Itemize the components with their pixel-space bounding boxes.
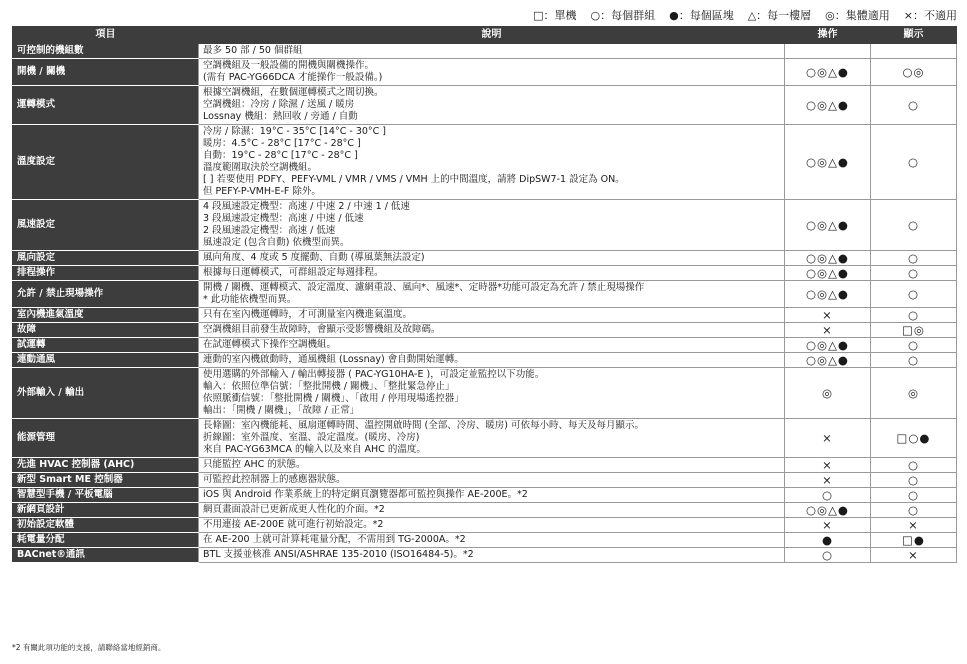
header-display: 顯示 <box>871 27 957 44</box>
row-operation: × <box>785 323 871 338</box>
table-row <box>13 125 957 200</box>
row-description: 連動的室內機啟動時，通風機組 (Lossnay) 會自動開始運轉。 <box>199 353 785 368</box>
table-row <box>13 281 957 308</box>
legend-entry <box>748 9 811 22</box>
legend-symbol: × <box>903 9 913 22</box>
row-item: 新型 Smart ME 控制器 <box>13 473 199 488</box>
row-item: 試運轉 <box>13 338 199 353</box>
table-row <box>13 503 957 518</box>
table-row <box>13 458 957 473</box>
legend-entry <box>533 9 576 22</box>
row-operation: ○◎△● <box>785 86 871 125</box>
row-display: □○● <box>871 419 957 458</box>
row-operation: ○◎△● <box>785 251 871 266</box>
row-item: BACnet®通訊 <box>13 548 199 563</box>
legend-symbol: □ <box>533 9 544 22</box>
table-row <box>13 308 957 323</box>
row-display: ○ <box>871 200 957 251</box>
legend-symbol: △ <box>747 9 757 22</box>
row-item: 耗電量分配 <box>13 533 199 548</box>
row-description: 可監控此控制器上的感應器狀態。 <box>199 473 785 488</box>
table-row <box>13 44 957 59</box>
header-operation: 操作 <box>785 27 871 44</box>
row-item: 排程操作 <box>13 266 199 281</box>
legend-symbol: ◎ <box>825 9 835 22</box>
legend-label: 集體適用 <box>845 9 890 22</box>
row-item: 允許 / 禁止現場操作 <box>13 281 199 308</box>
row-item: 外部輸入 / 輸出 <box>13 368 199 419</box>
legend-label: 每一樓層 <box>767 9 812 22</box>
legend-entry <box>904 9 957 22</box>
legend-symbol: ● <box>669 9 679 22</box>
row-operation: × <box>785 458 871 473</box>
row-display: ○ <box>871 308 957 323</box>
row-item: 故障 <box>13 323 199 338</box>
row-description: 開機 / 關機、運轉模式、設定溫度、濾網重設、風向*、風速*、定時器*功能可設定為允許 / 禁止現場操作 * 此功能依機型而異。 <box>199 281 785 308</box>
row-description: 根據空調機組，在數個運轉模式之間切換。 空調機組：冷房 / 除濕 / 送風 / 暖房 Lossnay 機組：熱回收 / 旁通 / 自動 <box>199 86 785 125</box>
footnote: *2 有關此項功能的支援，請聯絡當地經銷商。 <box>12 643 166 652</box>
row-item: 先進 HVAC 控制器 (AHC) <box>13 458 199 473</box>
row-item: 風速設定 <box>13 200 199 251</box>
legend-label: 每個區塊 <box>689 9 734 22</box>
row-description: 網頁畫面設計已更新成更人性化的介面。*2 <box>199 503 785 518</box>
legend-entry <box>669 9 734 22</box>
table-row <box>13 338 957 353</box>
row-item: 溫度設定 <box>13 125 199 200</box>
header-description: 說明 <box>199 27 785 44</box>
row-operation: ○ <box>785 548 871 563</box>
table-row <box>13 251 957 266</box>
header-item: 項目 <box>13 27 199 44</box>
row-description: 空調機組目前發生故障時，會顯示受影響機組及故障碼。 <box>199 323 785 338</box>
legend-separator: ： <box>913 9 924 22</box>
row-item: 能源管理 <box>13 419 199 458</box>
row-display: □● <box>871 533 957 548</box>
row-description: 只有在室內機運轉時，才可測量室內機進氣溫度。 <box>199 308 785 323</box>
row-display: ○ <box>871 458 957 473</box>
row-description: 使用選購的外部輸入 / 輸出轉接器 ( PAC-YG10HA-E )，可設定並監控以下功能。 輸入：依照位準信號：「整批開機 / 關機」、「整批緊急停止」 依照脈衝信號：「整批開機 / 關機」、「啟用 / 停用現場遙控器」 輸出：「開機 / 關機」，「故障 / 正常」 <box>199 368 785 419</box>
row-operation: ○◎△● <box>785 281 871 308</box>
legend-separator: ： <box>543 9 555 22</box>
row-operation: ○◎△● <box>785 503 871 518</box>
row-operation: × <box>785 419 871 458</box>
row-operation <box>785 44 871 59</box>
row-display: ○ <box>871 473 957 488</box>
row-operation: ● <box>785 533 871 548</box>
table-row <box>13 368 957 419</box>
row-operation: ○◎△● <box>785 353 871 368</box>
row-operation: × <box>785 473 871 488</box>
legend-entry <box>590 9 655 22</box>
row-description: 在試運轉模式下操作空調機組。 <box>199 338 785 353</box>
table-row <box>13 548 957 563</box>
row-description: 在 AE-200 上就可計算耗電量分配，不需用到 TG-2000A。*2 <box>199 533 785 548</box>
legend-symbol: ○ <box>590 9 601 22</box>
row-display: ○ <box>871 503 957 518</box>
table-header-row <box>13 27 957 44</box>
legend-separator: ： <box>756 9 768 22</box>
row-display: ○◎ <box>871 59 957 86</box>
table-row <box>13 353 957 368</box>
row-operation: ○◎△● <box>785 200 871 251</box>
row-item: 新網頁設計 <box>13 503 199 518</box>
row-display: × <box>871 548 957 563</box>
legend <box>519 7 957 23</box>
row-description: 長條圖：室內機能耗、風扇運轉時間、溫控開啟時間 (全部、冷房、暖房) 可依每小時、每天及每月顯示。 折線圖：室外溫度、室溫、設定溫度。(暖房、冷房) 來自 PAC-YG63MCA 的輸入以及來自 AHC 的溫度。 <box>199 419 785 458</box>
table-row <box>13 473 957 488</box>
row-display: ◎ <box>871 368 957 419</box>
row-operation: ○◎△● <box>785 59 871 86</box>
row-operation: ○◎△● <box>785 338 871 353</box>
row-display <box>871 44 957 59</box>
legend-separator: ： <box>678 9 690 22</box>
row-display: ○ <box>871 266 957 281</box>
row-display: ○ <box>871 338 957 353</box>
legend-separator: ： <box>600 9 612 22</box>
table-row <box>13 518 957 533</box>
row-description: 空調機組及一般設備的開機與關機操作。 (需有 PAC-YG66DCA 才能操作一般設備。) <box>199 59 785 86</box>
row-display: ○ <box>871 251 957 266</box>
row-item: 室內機進氣溫度 <box>13 308 199 323</box>
row-description: 只能監控 AHC 的狀態。 <box>199 458 785 473</box>
row-description: iOS 與 Android 作業系統上的特定網頁瀏覽器都可監控與操作 AE-200E。*2 <box>199 488 785 503</box>
row-display: ○ <box>871 488 957 503</box>
legend-label: 每個群組 <box>611 9 656 22</box>
row-item: 初始設定軟體 <box>13 518 199 533</box>
row-display: ○ <box>871 353 957 368</box>
row-item: 風向設定 <box>13 251 199 266</box>
row-operation: × <box>785 518 871 533</box>
feature-table <box>12 26 957 563</box>
table-row <box>13 533 957 548</box>
row-display: ○ <box>871 125 957 200</box>
row-item: 運轉模式 <box>13 86 199 125</box>
legend-entry <box>825 9 890 22</box>
row-operation: ○◎△● <box>785 125 871 200</box>
row-description: 根據每日運轉模式，可群組設定每週排程。 <box>199 266 785 281</box>
table-row <box>13 488 957 503</box>
legend-label: 不適用 <box>924 9 957 22</box>
row-item: 開機 / 關機 <box>13 59 199 86</box>
table-row <box>13 419 957 458</box>
row-display: ○ <box>871 86 957 125</box>
row-operation: ○ <box>785 488 871 503</box>
row-display: × <box>871 518 957 533</box>
row-item: 智慧型手機 / 平板電腦 <box>13 488 199 503</box>
table-row <box>13 266 957 281</box>
row-operation: ○◎△● <box>785 266 871 281</box>
row-description: 風向角度、4 度或 5 度擺動、自動 (導風葉無法設定) <box>199 251 785 266</box>
table-row <box>13 323 957 338</box>
row-item: 連動通風 <box>13 353 199 368</box>
table-row <box>13 59 957 86</box>
legend-separator: ： <box>834 9 846 22</box>
table-row <box>13 86 957 125</box>
row-item: 可控制的機組數 <box>13 44 199 59</box>
row-display: ○ <box>871 281 957 308</box>
row-operation: ◎ <box>785 368 871 419</box>
row-description: 冷房 / 除濕：19°C - 35°C [14°C - 30°C ] 暖房：4.5°C - 28°C [17°C - 28°C ] 自動：19°C - 28°C [17°C - 28°C ] 溫度範圍取決於空調機組。 [ ] 若要使用 PDFY、PEFY-VML / VMR / VMS / VMH 上的中間溫度，請將 DipSW7-1 設定為 ON。 但 PEFY-P-VMH-E-F 除外。 <box>199 125 785 200</box>
table-row <box>13 200 957 251</box>
row-description: 4 段風速設定機型：高速 / 中速 2 / 中速 1 / 低速 3 段風速設定機型：高速 / 中速 / 低速 2 段風速設定機型：高速 / 低速 風速設定 (包含自動) 依機型而異。 <box>199 200 785 251</box>
row-description: 最多 50 部 / 50 個群組 <box>199 44 785 59</box>
row-description: 不用連接 AE-200E 就可進行初始設定。*2 <box>199 518 785 533</box>
row-display: □◎ <box>871 323 957 338</box>
row-description: BTL 支援並核准 ANSI/ASHRAE 135-2010 (ISO16484-5)。*2 <box>199 548 785 563</box>
row-operation: × <box>785 308 871 323</box>
legend-label: 單機 <box>554 9 577 22</box>
